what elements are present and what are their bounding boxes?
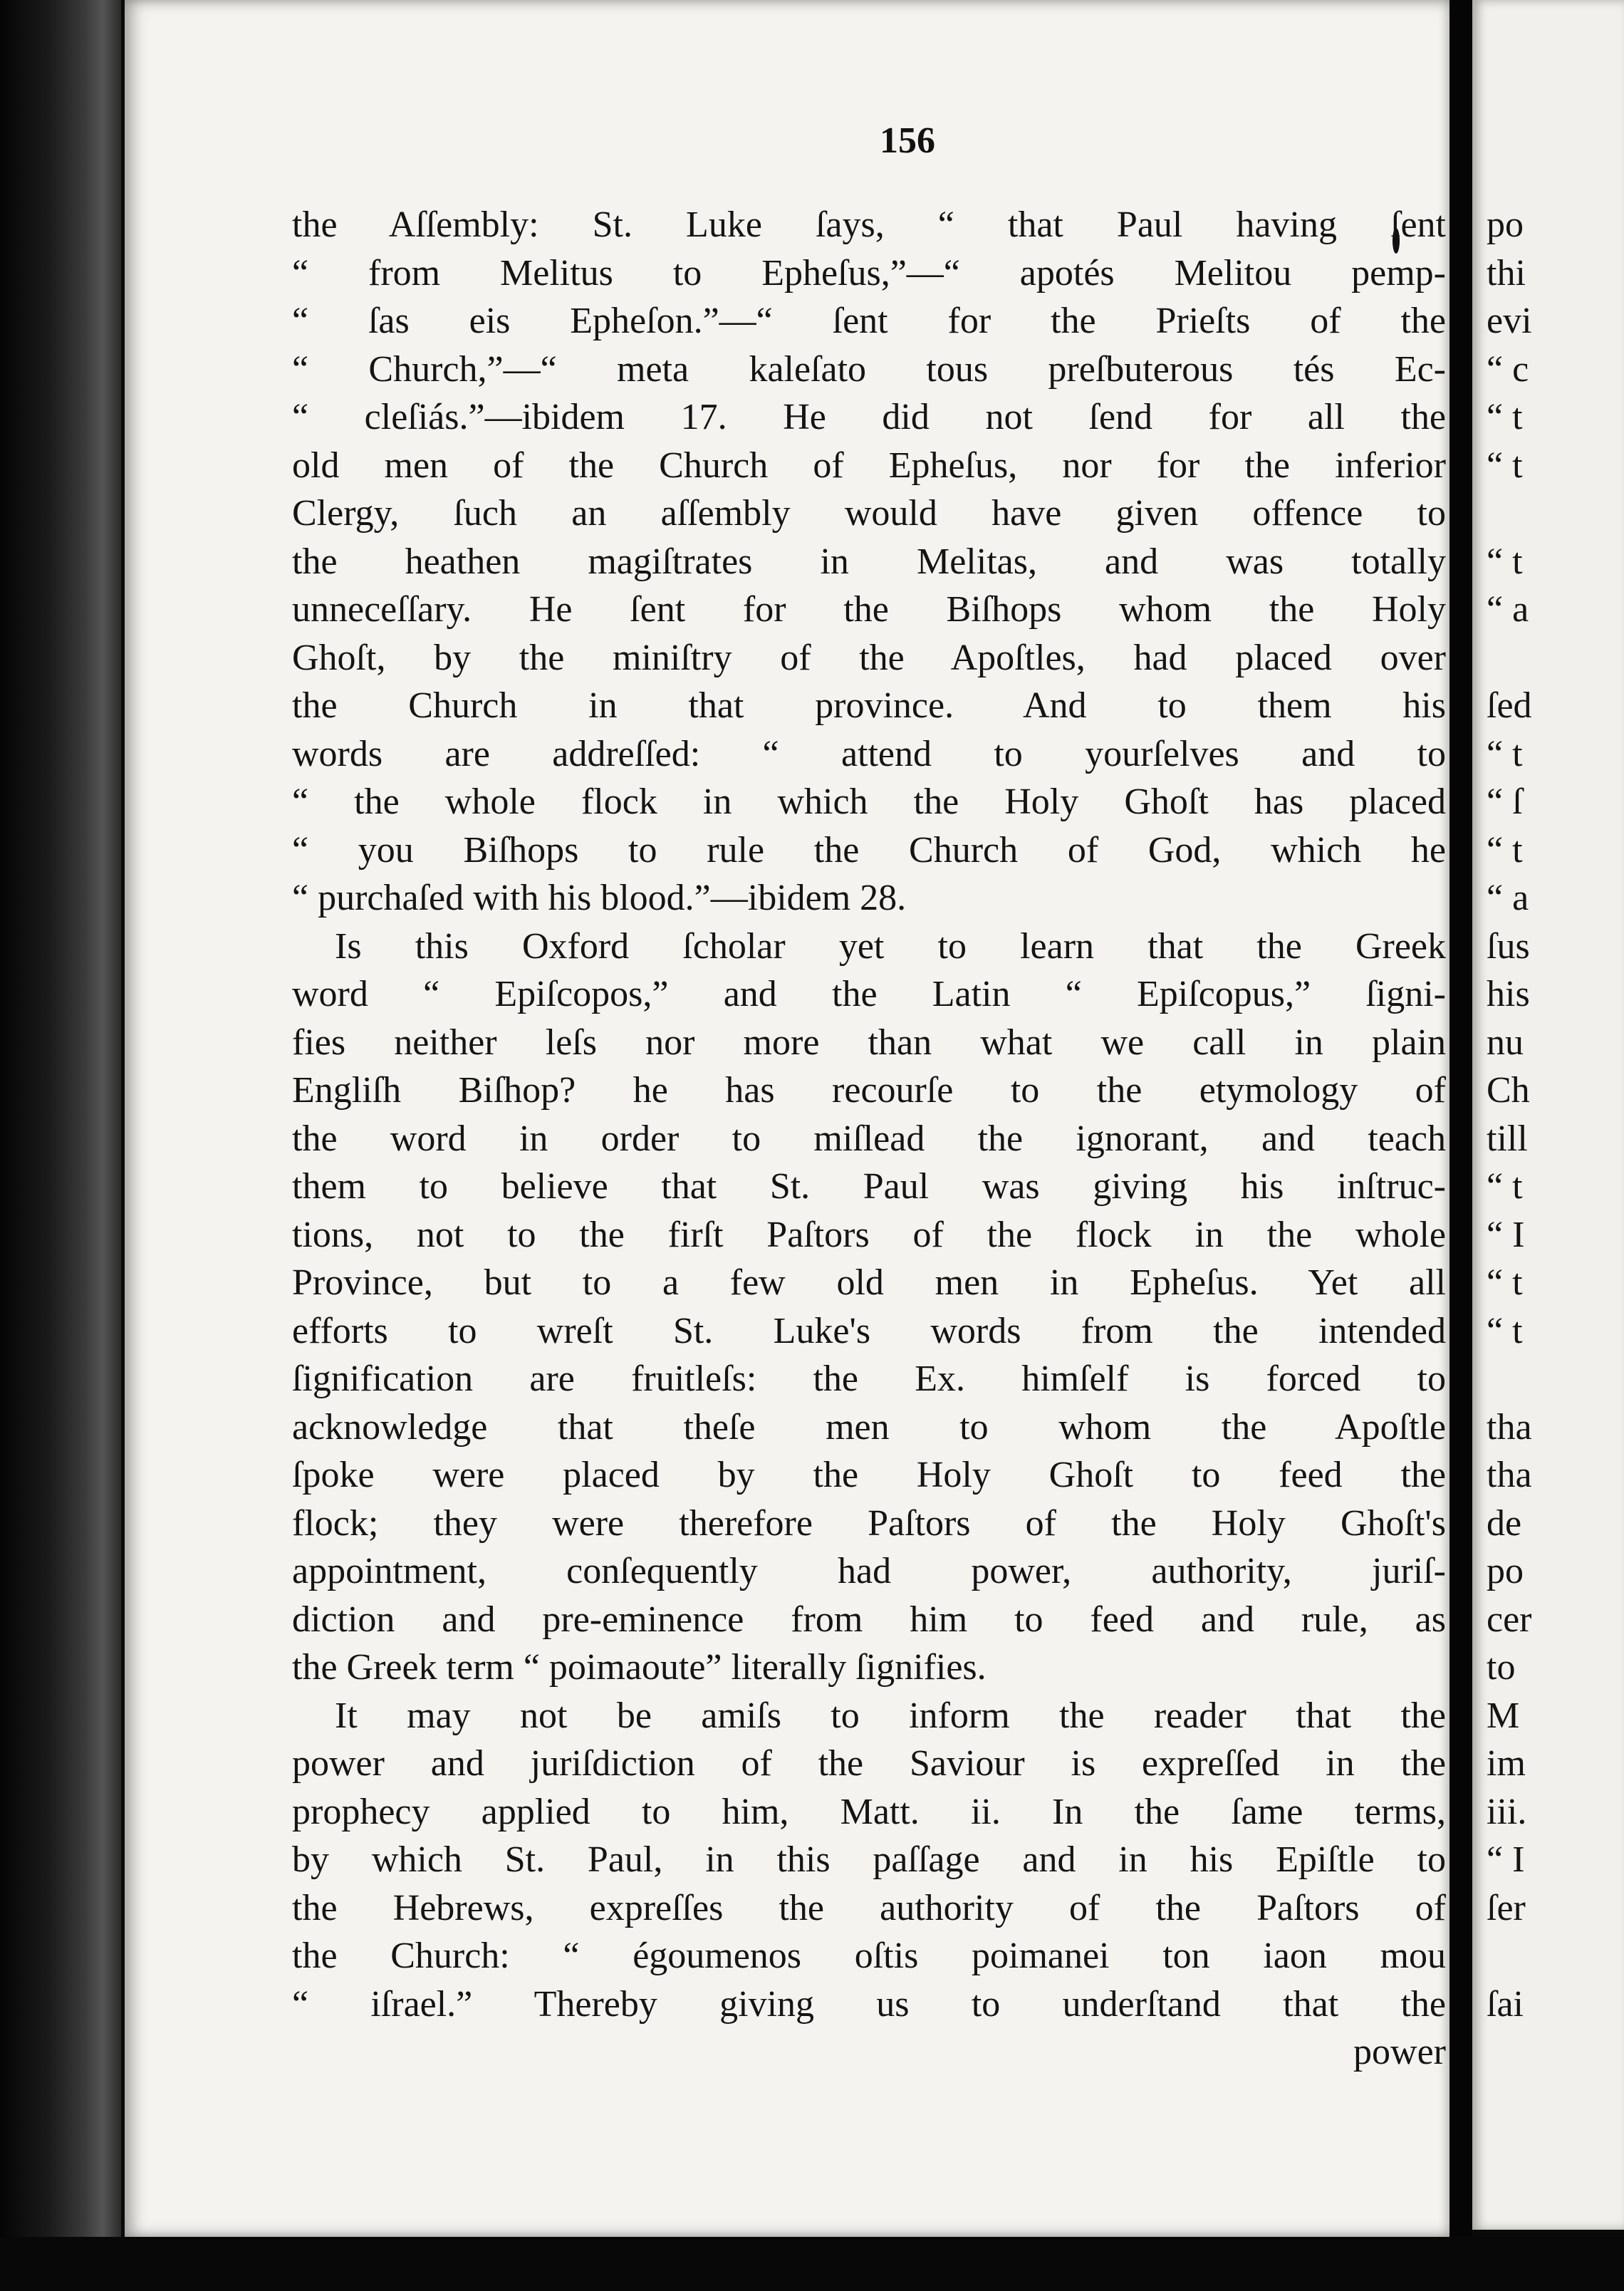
text-line: word “ Epiſcopos,” and the Latin “ Epiſcopus,” ſigni-: [292, 974, 1446, 1014]
fragment-line: evi: [1487, 301, 1532, 341]
text-line: the heathen magiſtrates in Melitas, and was totally: [292, 541, 1446, 582]
catchword: power: [1353, 2032, 1446, 2072]
text-line: power and juriſdiction of the Saviour is expreſſed in the: [292, 1743, 1446, 1784]
fragment-line: “ t: [1487, 829, 1523, 871]
fragment-line: “ t: [1487, 1166, 1523, 1207]
fragment-line: ſai: [1487, 1983, 1524, 2025]
fragment-line: nu: [1487, 1022, 1524, 1063]
fragment-line: [1487, 489, 1532, 538]
text-line: acknowledge that theſe men to whom the Apoſtle: [292, 1406, 1446, 1448]
fragment-line: “ t: [1487, 1262, 1523, 1303]
page-number: 156: [880, 120, 935, 161]
fragment-line: “ c: [1487, 348, 1529, 390]
text-line: “ Church,”—“ meta kaleſato tous preſbuterous tés Ec-: [292, 348, 1446, 390]
text-line: “ cleſiás.”—ibidem 17. He did not ſend for all the: [292, 397, 1446, 437]
text-line: the Hebrews, expreſſes the authority of the Paſtors of: [292, 1887, 1446, 1928]
fragment-line: “ I: [1487, 1214, 1525, 1255]
text-line: It may not be amiſs to inform the reader that the: [335, 1695, 1446, 1736]
text-line: them to believe that St. Paul was giving his inſtruc-: [292, 1166, 1446, 1207]
fragment-line: ſer: [1487, 1887, 1526, 1928]
fragment-line: po: [1487, 204, 1524, 245]
fragment-line: de: [1487, 1502, 1522, 1544]
fragment-line: his: [1487, 974, 1530, 1014]
text-line: “ iſrael.” Thereby giving us to underſtand that the: [292, 1983, 1446, 2025]
text-line: prophecy applied to him, Matt. ii. In the ſame terms,: [292, 1791, 1446, 1832]
fragment-line: “ t: [1487, 445, 1523, 486]
text-line: the Church in that province. And to them his: [292, 685, 1446, 726]
text-line: Ghoſt, by the miniſtry of the Apoſtles, had placed over: [292, 637, 1446, 678]
text-line: “ from Melitus to Epheſus,”—“ apotés Melitou pemp-: [292, 252, 1446, 293]
fragment-line: ſus: [1487, 925, 1530, 967]
text-line: words are addreſſed: “ attend to yourſelves and to: [292, 733, 1446, 774]
right-page-edge: [1472, 0, 1624, 2230]
text-line: tions, not to the firſt Paſtors of the flock in the whole: [292, 1214, 1446, 1255]
fragment-line: M: [1487, 1695, 1520, 1736]
fragment-line: [1487, 634, 1532, 682]
fragment-line: “ t: [1487, 397, 1523, 437]
fragment-line: till: [1487, 1118, 1528, 1159]
text-line: “ you Biſhops to rule the Church of God, which he: [292, 829, 1446, 871]
fragment-line: “ t: [1487, 1310, 1523, 1351]
scan-bottom-edge: [0, 2237, 1624, 2291]
fragment-line: po: [1487, 1551, 1524, 1591]
text-line: ſignification are fruitleſs: the Ex. himſelf is forced to: [292, 1359, 1446, 1399]
fragment-line: “ t: [1487, 733, 1523, 774]
text-line: fies neither leſs nor more than what we call in plain: [292, 1022, 1446, 1063]
fragment-line: “ I: [1487, 1839, 1525, 1880]
fragment-line: Ch: [1487, 1070, 1530, 1111]
text-line: by which St. Paul, in this paſſage and in his Epiſtle to: [292, 1839, 1446, 1880]
page-gutter: [1449, 0, 1472, 2291]
text-line: “ purchaſed with his blood.”—ibidem 28.: [292, 878, 907, 918]
text-line: flock; they were therefore Paſtors of the Holy Ghoſt's: [292, 1502, 1446, 1544]
text-line: the Greek term “ poimaoute” literally ſignifies.: [292, 1647, 987, 1688]
right-page-text: [1487, 201, 1532, 2028]
fragment-line: iii.: [1487, 1791, 1527, 1832]
text-line: efforts to wreſt St. Luke's words from the intended: [292, 1310, 1446, 1351]
fragment-line: tha: [1487, 1406, 1532, 1448]
fragment-line: tha: [1487, 1455, 1532, 1495]
fragment-line: [1487, 1932, 1532, 1980]
text-line: diction and pre-eminence from him to feed and rule, as: [292, 1599, 1446, 1640]
text-line: Engliſh Biſhop? he has recourſe to the etymology of: [292, 1070, 1446, 1111]
fragment-line: “ t: [1487, 541, 1523, 582]
text-line: the Church: “ égoumenos oſtis poimanei ton iaon mou: [292, 1936, 1446, 1976]
text-line: “ the whole flock in which the Holy Ghoſt has placed: [292, 781, 1446, 822]
text-line: the word in order to miſlead the ignorant, and teach: [292, 1118, 1446, 1159]
fragment-line: to: [1487, 1647, 1516, 1688]
text-line: “ ſas eis Epheſon.”—“ ſent for the Prieſts of the: [292, 301, 1446, 341]
text-line: unneceſſary. He ſent for the Biſhops whom the Holy: [292, 589, 1446, 630]
left-page: [125, 0, 1449, 2237]
book-spine: [0, 0, 121, 2291]
fragment-line: ſed: [1487, 685, 1532, 726]
fragment-line: cer: [1487, 1599, 1532, 1640]
fragment-line: im: [1487, 1743, 1526, 1784]
text-line: Is this Oxford ſcholar yet to learn that the Greek: [335, 925, 1446, 967]
fragment-line: “ a: [1487, 878, 1529, 918]
fragment-line: “ a: [1487, 589, 1529, 630]
text-line: appointment, conſequently had power, authority, juriſ-: [292, 1551, 1446, 1591]
fragment-line: [1487, 1355, 1532, 1403]
text-line: Province, but to a few old men in Epheſus. Yet all: [292, 1262, 1446, 1303]
body-text: [292, 201, 1446, 2077]
text-line: old men of the Church of Epheſus, nor for the inferior: [292, 445, 1446, 486]
text-line: ſpoke were placed by the Holy Ghoſt to feed the: [292, 1455, 1446, 1495]
text-line: the Aſſembly: St. Luke ſays, “ that Paul having ſent: [292, 204, 1446, 245]
fragment-line: “ ſ: [1487, 781, 1523, 822]
fragment-line: thi: [1487, 252, 1526, 293]
text-line: Clergy, ſuch an aſſembly would have given offence to: [292, 493, 1446, 534]
